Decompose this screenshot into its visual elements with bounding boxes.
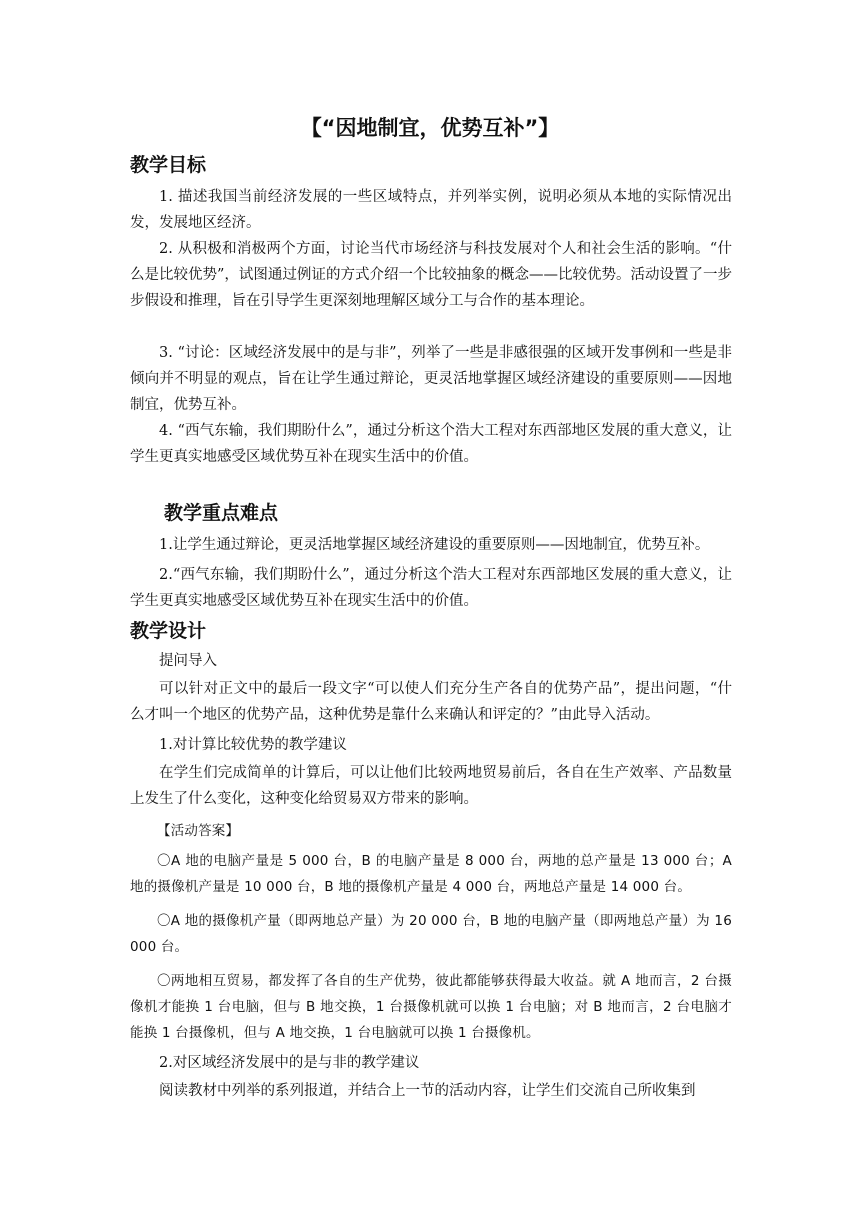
design-intro-label: 提问导入 [159, 653, 217, 669]
design-subheading-2: 2.对区域经济发展中的是与非的教学建议 [159, 1055, 420, 1071]
key-points-paragraph-1: 1.让学生通过辩论，更灵活地掌握区域经济建设的重要原则——因地制宜，优势互补。 [159, 537, 710, 553]
document-title: 【“因地制宜，优势互补”】 [300, 116, 560, 140]
activity-answer-2: 〇A 地的摄像机产量（即两地总产量）为 20 000 台，B 地的电脑产量（即两地总产量）为 16 000 台。 [130, 913, 732, 955]
design-paragraph-calc: 在学生们完成简单的计算后，可以让他们比较两地贸易前后，各自在生产效率、产品数量上发生了什么变化，这种变化给贸易双方带来的影响。 [130, 765, 732, 807]
design-paragraph-intro: 可以针对正文中的最后一段文字“可以使人们充分生产各自的优势产品”，提出问题，“什么才叫一个地区的优势产品，这种优势是靠什么来确认和评定的？”由此导入活动。 [130, 681, 732, 723]
objectives-paragraph-3: 3. “讨论：区域经济发展中的是与非”，列举了一些是非感很强的区域开发事例和一些是非倾向并不明显的观点，旨在让学生通过辩论，更灵活地掌握区域经济建设的重要原则——因地制宜，优势互补。 [130, 345, 732, 413]
objectives-heading: 教学目标 [130, 154, 207, 176]
key-points-paragraph-2: 2.“西气东输，我们期盼什么”，通过分析这个浩大工程对东西部地区发展的重大意义，让学生更真实地感受区域优势互补在现实生活中的价值。 [130, 567, 732, 609]
design-heading: 教学设计 [130, 620, 207, 642]
activity-answer-label: 【活动答案】 [157, 823, 240, 839]
design-subheading-1: 1.对计算比较优势的教学建议 [159, 737, 347, 753]
objectives-paragraph-1: 1. 描述我国当前经济发展的一些区域特点，并列举实例，说明必须从本地的实际情况出发，发展地区经济。 [130, 189, 732, 231]
key-points-heading: 教学重点难点 [164, 502, 279, 524]
activity-answer-1: 〇A 地的电脑产量是 5 000 台，B 的电脑产量是 8 000 台，两地的总产量是 13 000 台；A 地的摄像机产量是 10 000 台，B 地的摄像机产量是 4 000 台，两地总产量是 14 000 台。 [130, 853, 732, 895]
objectives-paragraph-2: 2. 从积极和消极两个方面，讨论当代市场经济与科技发展对个人和社会生活的影响。“什么是比较优势”，试图通过例证的方式介绍一个比较抽象的概念——比较优势。活动设置了一步步假设和推理，旨在引导学生更深刻地理解区域分工与合作的基本理论。 [130, 241, 732, 309]
design-paragraph-report: 阅读教材中列举的系列报道，并结合上一节的活动内容，让学生们交流自己所收集到 [159, 1083, 696, 1099]
objectives-paragraph-4: 4. “西气东输，我们期盼什么”，通过分析这个浩大工程对东西部地区发展的重大意义，让学生更真实地感受区域优势互补在现实生活中的价值。 [130, 423, 732, 465]
activity-answer-3: 〇两地相互贸易，都发挥了各自的生产优势，彼此都能够获得最大收益。就 A 地而言，2 台摄像机才能换 1 台电脑，但与 B 地交换，1 台摄像机就可以换 1 台电脑；对 B 地而言，2 台电脑才能换 1 台摄像机，但与 A 地交换，1 台电脑就可以换 1 台摄像机。 [130, 973, 732, 1041]
